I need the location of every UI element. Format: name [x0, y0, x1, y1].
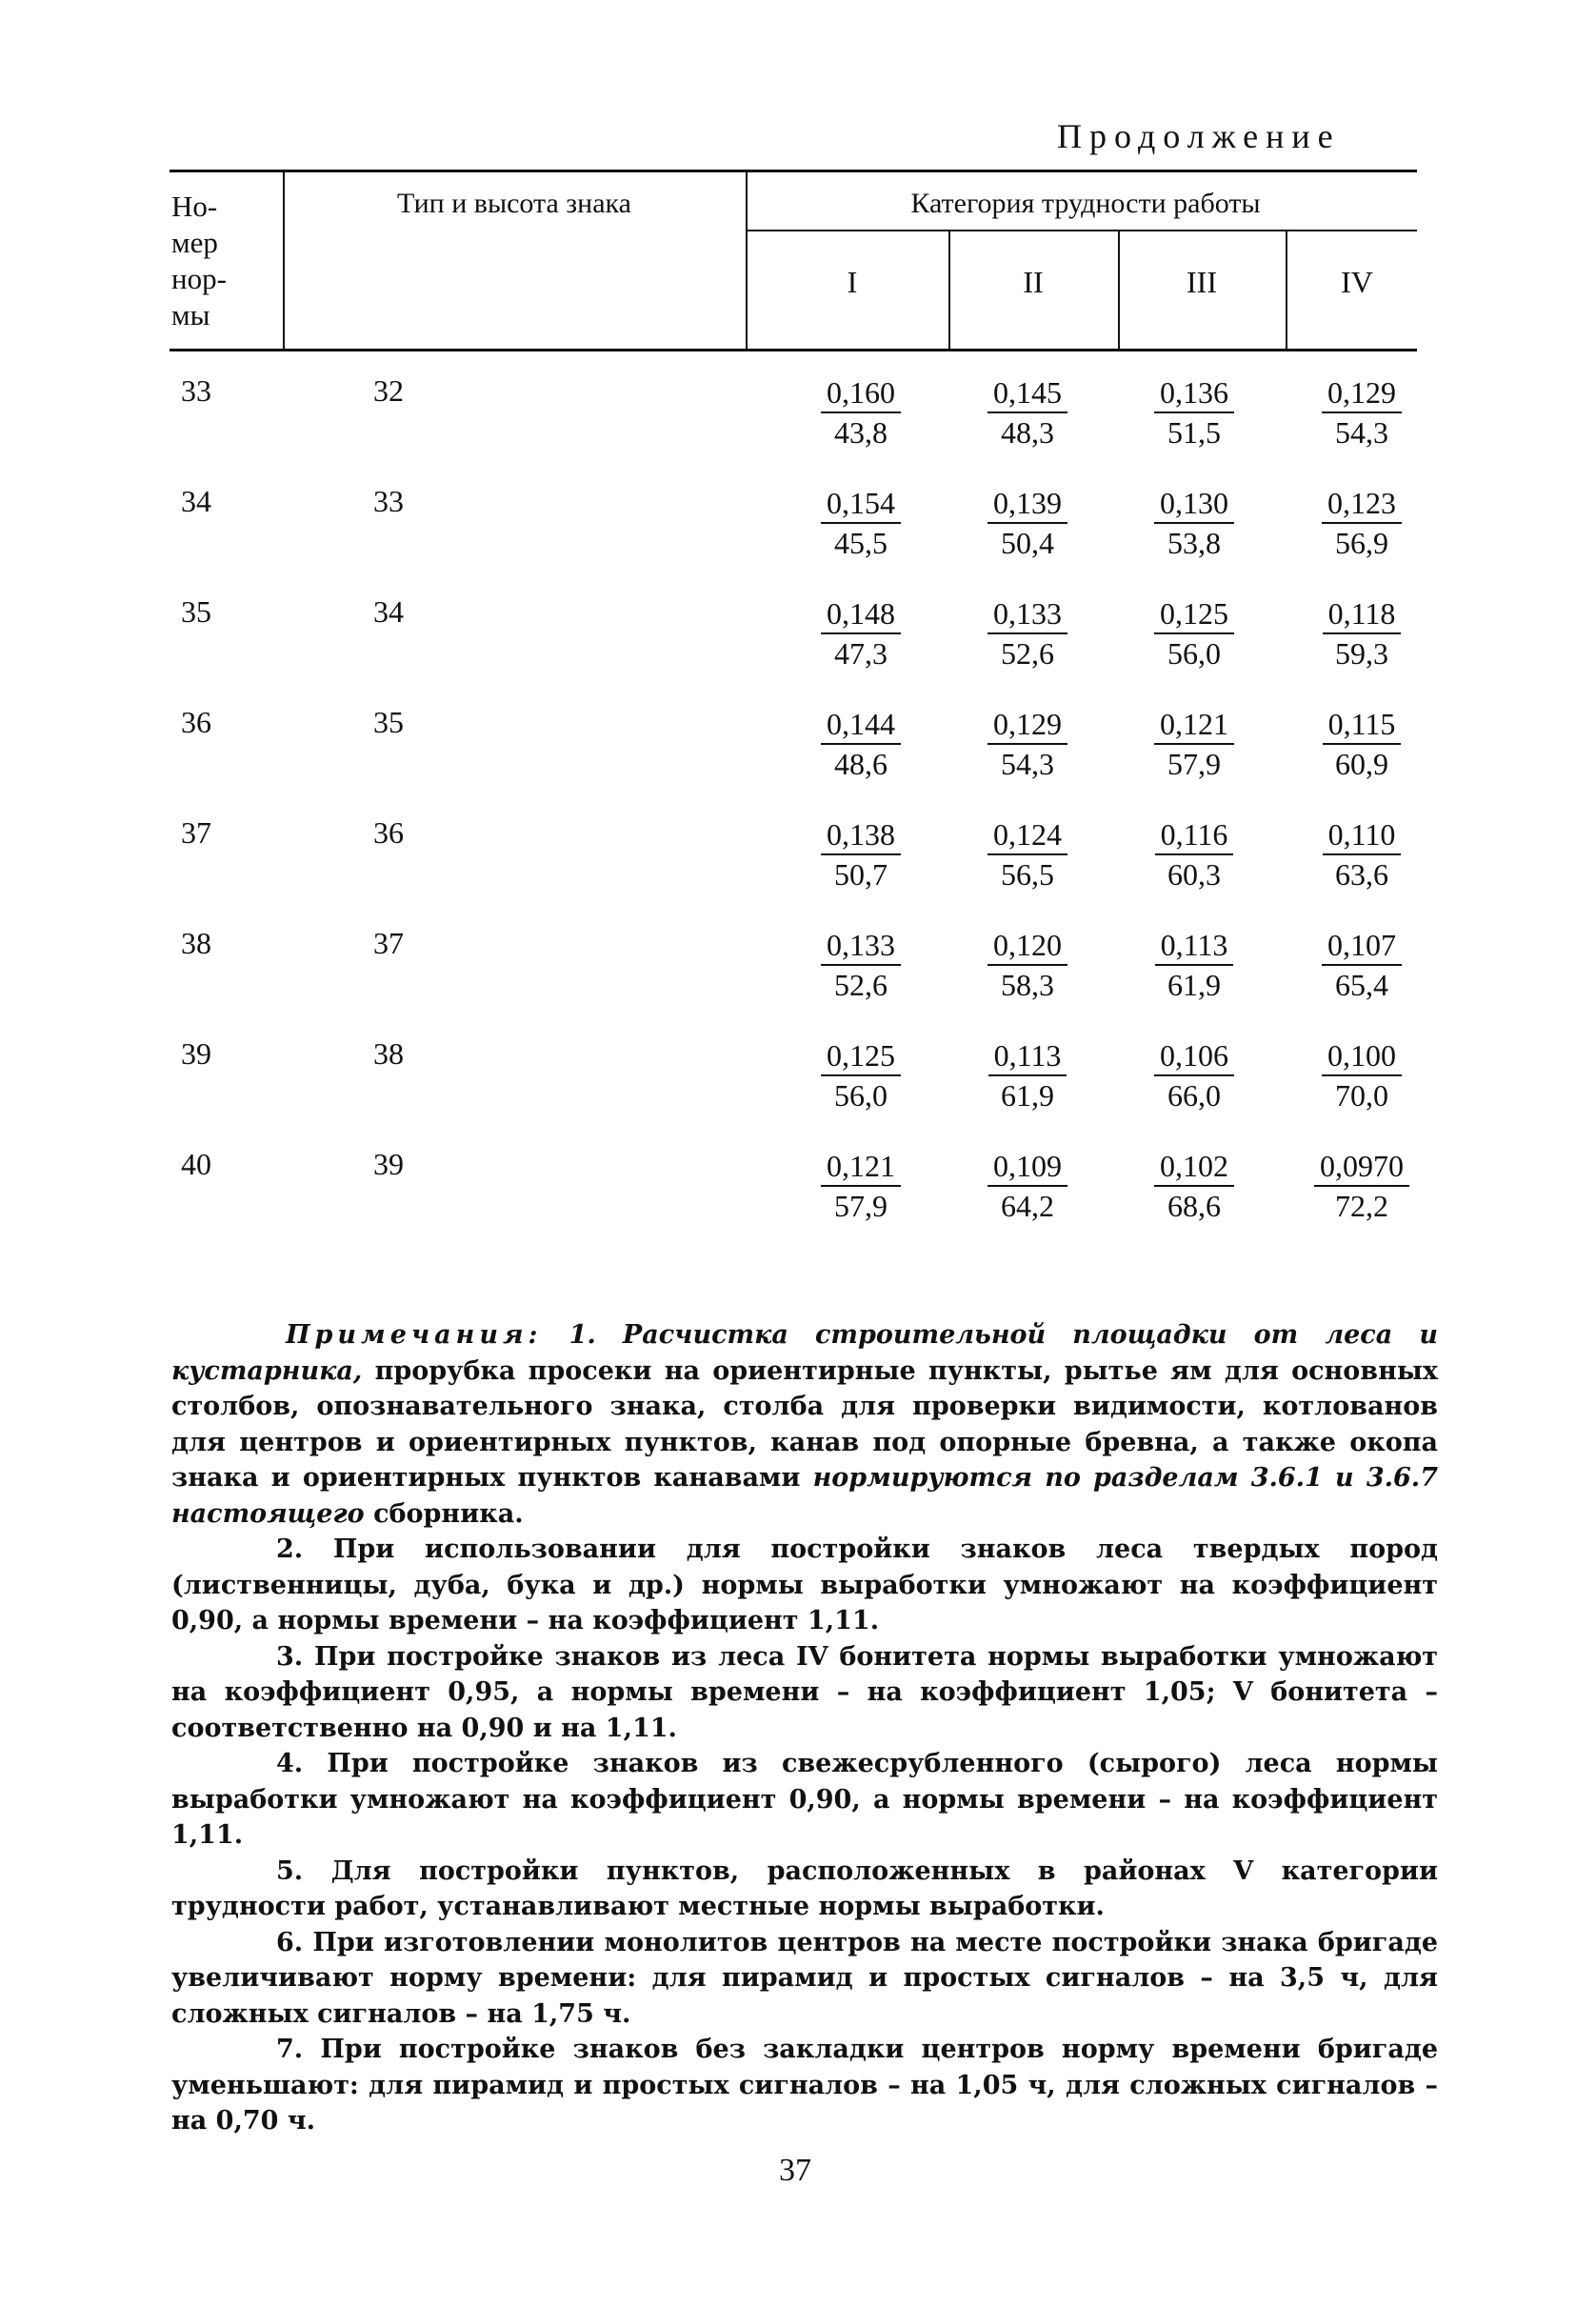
value-cat-IV: $\frac{0,118}{59,3}$ [1290, 594, 1433, 672]
note-4: 4. При постройке знаков из свежесрубленного (сырого) леса нормы выработки умножают на коэффициент 0,90, а нормы времени – на коэффициент 1,11. [171, 1749, 1438, 1850]
header-category-II: II [1023, 265, 1044, 299]
value-cat-II: $\frac{0,109}{64,2}$ [956, 1147, 1099, 1225]
value-cat-IV: $\frac{0,107}{65,4}$ [1290, 926, 1433, 1004]
norm-number: 35 [181, 594, 211, 629]
value-cat-II: $\frac{0,133}{52,6}$ [956, 594, 1099, 672]
value-cat-III: $\frac{0,130}{53,8}$ [1123, 484, 1266, 562]
table-vline-3 [948, 231, 950, 350]
note-1-italic-2: нормируются по разделам 3.6.1 и 3.6.7 настоящего [171, 1463, 1438, 1529]
value-cat-IV: $\frac{0,115}{60,9}$ [1290, 705, 1433, 783]
norm-number: 38 [181, 926, 211, 960]
note-1-italic: Расчистка строительной площадки от леса и кустарника, [171, 1320, 1438, 1386]
value-cat-III: $\frac{0,102}{68,6}$ [1123, 1147, 1266, 1225]
sign-type: 33 [373, 484, 404, 518]
value-cat-IV: $\frac{0,129}{54,3}$ [1290, 373, 1433, 451]
norm-number: 40 [181, 1147, 211, 1181]
value-cat-II: $\frac{0,120}{58,3}$ [956, 926, 1099, 1004]
value-cat-III: $\frac{0,125}{56,0}$ [1123, 594, 1266, 672]
table-vline-1 [283, 171, 285, 350]
notes-section [171, 1317, 1438, 2139]
norm-number: 33 [181, 373, 211, 408]
continuation-label: Продолжение [1057, 117, 1341, 155]
value-cat-IV: $\frac{0,100}{70,0}$ [1290, 1036, 1433, 1114]
value-cat-I: $\frac{0,154}{45,5}$ [789, 484, 932, 562]
header-category-I: I [847, 265, 858, 299]
value-cat-II: $\frac{0,113}{61,9}$ [956, 1036, 1099, 1114]
note-1-number: 1. [569, 1320, 596, 1350]
notes-label: Примечания: [286, 1320, 543, 1350]
value-cat-III: $\frac{0,106}{66,0}$ [1123, 1036, 1266, 1114]
sign-type: 39 [373, 1147, 404, 1181]
sign-type: 38 [373, 1036, 404, 1071]
sign-type: 37 [373, 926, 404, 960]
table-category-rule [748, 230, 1417, 231]
value-cat-I: $\frac{0,138}{50,7}$ [789, 815, 932, 893]
note-5: 5. Для постройки пунктов, расположенных в районах V категории трудности работ, устанавливают местные нормы выработки. [171, 1856, 1438, 1921]
norm-number: 34 [181, 484, 211, 518]
table-header-bottom-rule [170, 349, 1417, 351]
note-1-tail: сборника. [373, 1498, 524, 1529]
table-row [0, 484, 1596, 596]
header-sign-type: Тип и высота знака [397, 188, 631, 219]
header-difficulty-category: Категория трудности работы [910, 188, 1261, 219]
table-row [0, 1147, 1596, 1259]
note-1-text: прорубка просеки на ориентирные пункты, рытье ям для основных столбов, опознавательного знака, столба для проверки видимости, котлованов для центров и ориентирных пунктов, канав под опорные бревна, а также окопа знака и ориентирных пунктов канавами [171, 1355, 1438, 1493]
table-row [0, 594, 1596, 707]
value-cat-IV: $\frac{0,123}{56,9}$ [1290, 484, 1433, 562]
table-row [0, 373, 1596, 486]
table-vline-4 [1118, 231, 1120, 350]
value-cat-II: $\frac{0,129}{54,3}$ [956, 705, 1099, 783]
table-row [0, 815, 1596, 928]
value-cat-II: $\frac{0,124}{56,5}$ [956, 815, 1099, 893]
value-cat-I: $\frac{0,121}{57,9}$ [789, 1147, 932, 1225]
value-cat-II: $\frac{0,145}{48,3}$ [956, 373, 1099, 451]
value-cat-III: $\frac{0,116}{60,3}$ [1123, 815, 1266, 893]
value-cat-I: $\frac{0,160}{43,8}$ [789, 373, 932, 451]
header-norm-number: Но- мер нор- мы [171, 190, 227, 331]
note-2: 2. При использовании для постройки знаков леса твердых пород (лиственницы, дуба, бука и др.) нормы выработки умножают на коэффициент 0,90, а нормы времени – на коэффициент 1,11. [171, 1535, 1438, 1635]
value-cat-III: $\frac{0,113}{61,9}$ [1123, 926, 1266, 1004]
value-cat-I: $\frac{0,148}{47,3}$ [789, 594, 932, 672]
note-7: 7. При постройке знаков без закладки центров норму времени бригаде уменьшают: для пирамид и простых сигналов – на 1,05 ч, для сложных сигналов – на 0,70 ч. [171, 2035, 1438, 2136]
table-row [0, 705, 1596, 817]
header-category-IV: IV [1341, 265, 1373, 299]
norm-number: 36 [181, 705, 211, 739]
value-cat-III: $\frac{0,121}{57,9}$ [1123, 705, 1266, 783]
value-cat-III: $\frac{0,136}{51,5}$ [1123, 373, 1266, 451]
note-6: 6. При изготовлении монолитов центров на месте постройки знака бригаде увеличивают норму времени: для пирамид и простых сигналов – на 3,5 ч, для сложных сигналов – на 1,75 ч. [171, 1927, 1438, 2029]
table-row [0, 926, 1596, 1038]
table-vline-2 [746, 171, 748, 350]
value-cat-II: $\frac{0,139}{50,4}$ [956, 484, 1099, 562]
norm-number: 37 [181, 815, 211, 850]
value-cat-IV: $\frac{0,110}{63,6}$ [1290, 815, 1433, 893]
value-cat-I: $\frac{0,125}{56,0}$ [789, 1036, 932, 1114]
page-number: 37 [779, 2153, 811, 2188]
note-1 [171, 1317, 1438, 1532]
sign-type: 35 [373, 705, 404, 739]
header-category-III: III [1187, 265, 1217, 299]
value-cat-IV: $\frac{0,0970}{72,2}$ [1290, 1147, 1433, 1225]
table-top-rule [170, 170, 1417, 172]
sign-type: 32 [373, 373, 404, 408]
table-vline-5 [1286, 231, 1287, 350]
table-row [0, 1036, 1596, 1149]
sign-type: 36 [373, 815, 404, 850]
value-cat-I: $\frac{0,144}{48,6}$ [789, 705, 932, 783]
norm-number: 39 [181, 1036, 211, 1071]
note-3: 3. При постройке знаков из леса IV бонитета нормы выработки умножают на коэффициент 0,95, а нормы времени – на коэффициент 1,05; V бонитета – соответственно на 0,90 и на 1,11. [171, 1641, 1438, 1743]
value-cat-I: $\frac{0,133}{52,6}$ [789, 926, 932, 1004]
sign-type: 34 [373, 594, 404, 629]
